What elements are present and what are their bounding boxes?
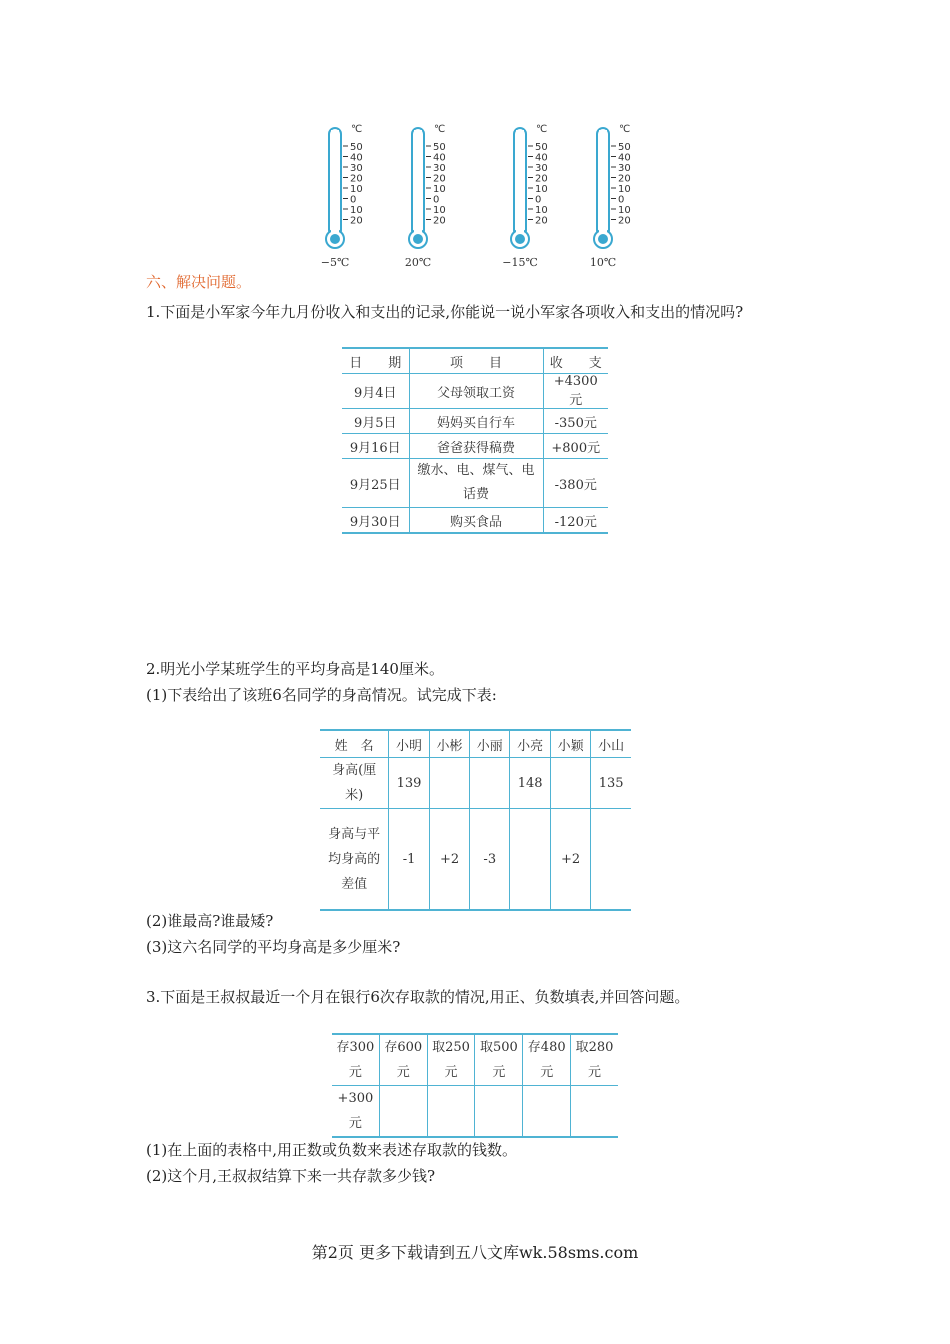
scale-label: 40: [535, 152, 548, 164]
diff-cell: [591, 809, 631, 911]
height-cell: 148: [510, 758, 551, 809]
transaction-cell: 取500元: [475, 1034, 523, 1086]
scale-label: 50: [535, 142, 548, 153]
height-cell: [429, 758, 469, 809]
scale-label: 20: [618, 215, 631, 227]
scale-label: 20: [350, 215, 363, 227]
value-cell: +300元: [332, 1086, 379, 1138]
scale-label: 20: [535, 215, 548, 227]
cell-date: 9月25日: [342, 459, 409, 508]
height-cell: [550, 758, 590, 809]
scale-label: 10: [618, 205, 631, 216]
table-row: [342, 508, 608, 534]
bank-transactions-table: [332, 1033, 618, 1138]
cell-item: 父母领取工资: [409, 374, 543, 409]
question-3-text: 3.下面是王叔叔最近一个月在银行6次存取款的情况,用正、负数填表,并回答问题。: [146, 988, 690, 1006]
transaction-cell: 取280元: [571, 1034, 618, 1086]
bulb-fill: [598, 234, 608, 244]
transaction-cell: 存480元: [523, 1034, 571, 1086]
bulb-fill: [515, 234, 525, 244]
scale-label: 10: [350, 205, 363, 216]
table-row: [342, 434, 608, 459]
table-row: [342, 459, 608, 508]
cell-amount: -380元: [543, 459, 608, 508]
scale-label: 0: [433, 194, 440, 206]
unit-label: ℃: [434, 124, 446, 135]
table-header-row: [342, 348, 608, 374]
tube-inner: [599, 130, 607, 238]
table-row: [342, 409, 608, 434]
thermometer-label: 20℃: [404, 256, 432, 269]
table-row: [342, 374, 608, 409]
tube-inner: [414, 130, 422, 238]
cell-date: 9月5日: [342, 409, 409, 434]
scale-label: 20: [618, 173, 631, 185]
scale-label: 30: [618, 163, 631, 174]
scale-label: 10: [535, 184, 548, 195]
diff-cell: [510, 809, 551, 911]
transaction-cell: 存600元: [379, 1034, 427, 1086]
scale-label: 50: [433, 142, 446, 153]
cell-amount: -120元: [543, 508, 608, 534]
scale-label: 20: [350, 173, 363, 185]
section-title: 六、解决问题。: [146, 273, 252, 291]
header-date: 日 期: [342, 348, 409, 374]
scale-label: 20: [433, 173, 446, 185]
name-cell: 小彬: [429, 730, 469, 758]
scale-label: 10: [433, 184, 446, 195]
scale-label: 10: [618, 184, 631, 195]
name-cell: 小山: [591, 730, 631, 758]
bulb-fill: [413, 234, 423, 244]
name-cell: 小丽: [470, 730, 510, 758]
cell-item: 购买食品: [409, 508, 543, 534]
unit-label: ℃: [351, 124, 363, 135]
income-expense-table: [342, 347, 608, 534]
scale-label: 30: [433, 163, 446, 174]
scale-label: 50: [618, 142, 631, 153]
tube-inner: [516, 130, 524, 238]
value-cell: [379, 1086, 427, 1138]
scale-label: 40: [350, 152, 363, 164]
cell-amount: +800元: [543, 434, 608, 459]
diff-cell: +2: [550, 809, 590, 911]
cell-item: 妈妈买自行车: [409, 409, 543, 434]
question-1-text: 1.下面是小军家今年九月份收入和支出的记录,你能说一说小军家各项收入和支出的情况吗?: [146, 303, 744, 321]
scale-label: 20: [535, 173, 548, 185]
thermometer: [502, 124, 548, 269]
question-3-sub2: (2)这个月,王叔叔结算下来一共存款多少钱?: [146, 1167, 436, 1185]
header-name: 姓 名: [320, 730, 389, 758]
value-cell: [523, 1086, 571, 1138]
value-cell: [427, 1086, 475, 1138]
unit-label: ℃: [619, 124, 631, 135]
scale-label: 30: [350, 163, 363, 174]
diff-cell: +2: [429, 809, 469, 911]
unit-label: ℃: [536, 124, 548, 135]
height-label: 身高(厘米): [320, 758, 389, 809]
thermometer-label: −15℃: [502, 256, 538, 269]
question-2-sub2: (2)谁最高?谁最矮?: [146, 912, 274, 930]
transaction-cell: 存300元: [332, 1034, 379, 1086]
table-header-row: [320, 730, 631, 758]
cell-date: 9月4日: [342, 374, 409, 409]
table-row: [320, 758, 631, 809]
value-cell: [571, 1086, 618, 1138]
tube-inner: [331, 130, 339, 238]
scale-label: 10: [350, 184, 363, 195]
table-header-row: [332, 1034, 618, 1086]
height-cell: 135: [591, 758, 631, 809]
table-row: [332, 1086, 618, 1138]
name-cell: 小明: [389, 730, 430, 758]
scale-label: 0: [350, 194, 357, 206]
diff-cell: -3: [470, 809, 510, 911]
scale-label: 0: [618, 194, 625, 206]
name-cell: 小颖: [550, 730, 590, 758]
height-cell: 139: [389, 758, 430, 809]
scale-label: 30: [535, 163, 548, 174]
question-2-text: 2.明光小学某班学生的平均身高是140厘米。: [146, 660, 444, 678]
thermometer-label: −5℃: [320, 256, 350, 269]
height-table: [320, 729, 631, 911]
scale-label: 20: [433, 215, 446, 227]
header-amount: 收 支: [543, 348, 608, 374]
header-item: 项 目: [409, 348, 543, 374]
cell-amount: -350元: [543, 409, 608, 434]
cell-date: 9月16日: [342, 434, 409, 459]
scale-label: 40: [618, 152, 631, 164]
cell-amount: +4300元: [543, 374, 608, 409]
scale-label: 10: [535, 205, 548, 216]
cell-item: 爸爸获得稿费: [409, 434, 543, 459]
thermometer: [321, 124, 363, 269]
thermometers-figure: [300, 118, 660, 273]
name-cell: 小亮: [510, 730, 551, 758]
question-2-sub1: (1)下表给出了该班6名同学的身高情况。试完成下表:: [146, 686, 497, 704]
bulb-fill: [330, 234, 340, 244]
page-footer: 第2页 更多下载请到五八文库wk.58sms.com: [311, 1243, 639, 1262]
cell-item: 缴水、电、煤气、电话费: [409, 459, 543, 508]
transaction-cell: 取250元: [427, 1034, 475, 1086]
scale-label: 40: [433, 152, 446, 164]
scale-label: 0: [535, 194, 542, 206]
scale-label: 10: [433, 205, 446, 216]
thermometer: [590, 124, 631, 269]
cell-date: 9月30日: [342, 508, 409, 534]
thermometer: [405, 124, 446, 269]
question-3-sub1: (1)在上面的表格中,用正数或负数来表述存取款的钱数。: [146, 1141, 518, 1159]
diff-label: 身高与平均身高的差值: [320, 809, 389, 911]
value-cell: [475, 1086, 523, 1138]
diff-cell: -1: [389, 809, 430, 911]
height-cell: [470, 758, 510, 809]
thermometer-label: 10℃: [589, 256, 617, 269]
scale-label: 50: [350, 142, 363, 153]
table-row: [320, 809, 631, 911]
question-2-sub3: (3)这六名同学的平均身高是多少厘米?: [146, 938, 401, 956]
